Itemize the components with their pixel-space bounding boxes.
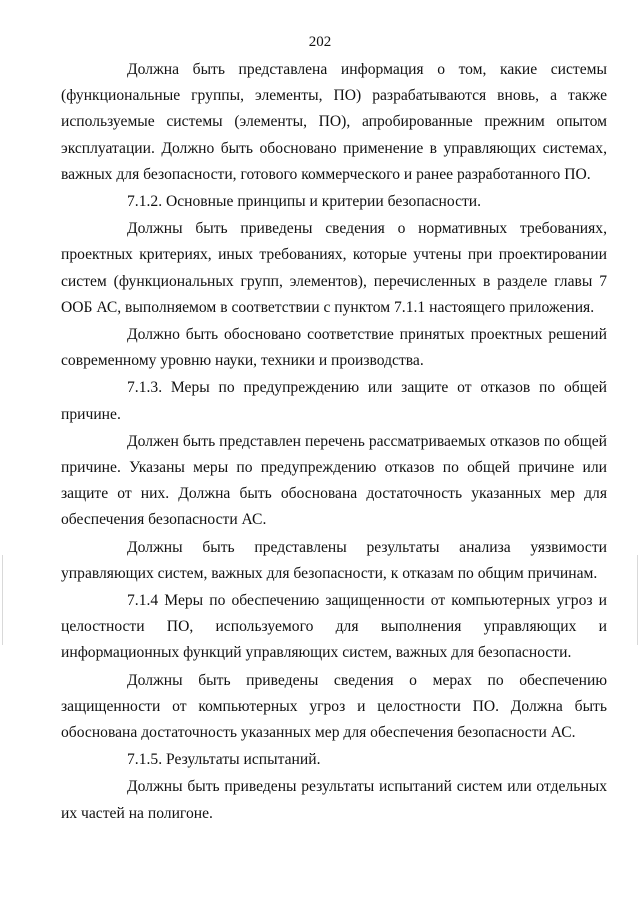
scan-edge-mark-left bbox=[2, 555, 3, 645]
scan-edge-mark-right bbox=[637, 555, 638, 645]
paragraph-cyber-protection: Должны быть приведены сведения о мерах по обеспечению защищенности от компьютерных угроз и целостности ПО. Должна быть обоснована достаточность указанных мер для обеспечения безопасности АС. bbox=[61, 671, 607, 742]
paragraph-test-results: Должны быть приведены результаты испытаний систем или отдельных их частей на полигоне. bbox=[61, 778, 607, 822]
section-heading-7-1-3: 7.1.3. Меры по предупреждению или защите от отказов по общей причине. bbox=[61, 379, 607, 423]
document-body bbox=[61, 57, 607, 828]
paragraph-intro: Должна быть представлена информация о том, какие системы (функциональные группы, элементы, ПО) разрабатываются вновь, а также используемые системы (элементы, ПО), апробированные прежним опытом эксплуатации. Должно быть обосновано применение в управляющих системах, важных для безопасности, готового коммерческого и ранее разработанного ПО. bbox=[61, 61, 607, 183]
paragraph-normative-requirements: Должны быть приведены сведения о нормативных требованиях, проектных критериях, иных требованиях, которые учтены при проектировании систем (функциональных групп, элементов), перечисленных в разделе главы 7 ООБ АС, выполняемом в соответствии с пунктом 7.1.1 настоящего приложения. bbox=[61, 220, 607, 316]
section-heading-7-1-2: 7.1.2. Основные принципы и критерии безопасности. bbox=[127, 193, 482, 211]
page-number: 202 bbox=[308, 34, 332, 50]
section-heading-7-1-5: 7.1.5. Результаты испытаний. bbox=[127, 751, 321, 769]
paragraph-vulnerability-analysis: Должны быть представлены результаты анализа уязвимости управляющих систем, важных для безопасности, к отказам по общим причинам. bbox=[61, 538, 607, 582]
section-heading-7-1-4: 7.1.4 Меры по обеспечению защищенности от компьютерных угроз и целостности ПО, используемого для выполнения управляющих и информационных функций управляющих систем, важных для безопасности. bbox=[61, 592, 607, 662]
paragraph-common-cause-failures: Должен быть представлен перечень рассматриваемых отказов по общей причине. Указаны меры по предупреждению отказов по общей причине или защите от них. Должна быть обоснована достаточность указанных мер для обеспечения безопасности АС. bbox=[61, 432, 607, 529]
paragraph-state-of-art: Должно быть обосновано соответствие принятых проектных решений современному уровню науки, техники и производства. bbox=[61, 326, 607, 370]
